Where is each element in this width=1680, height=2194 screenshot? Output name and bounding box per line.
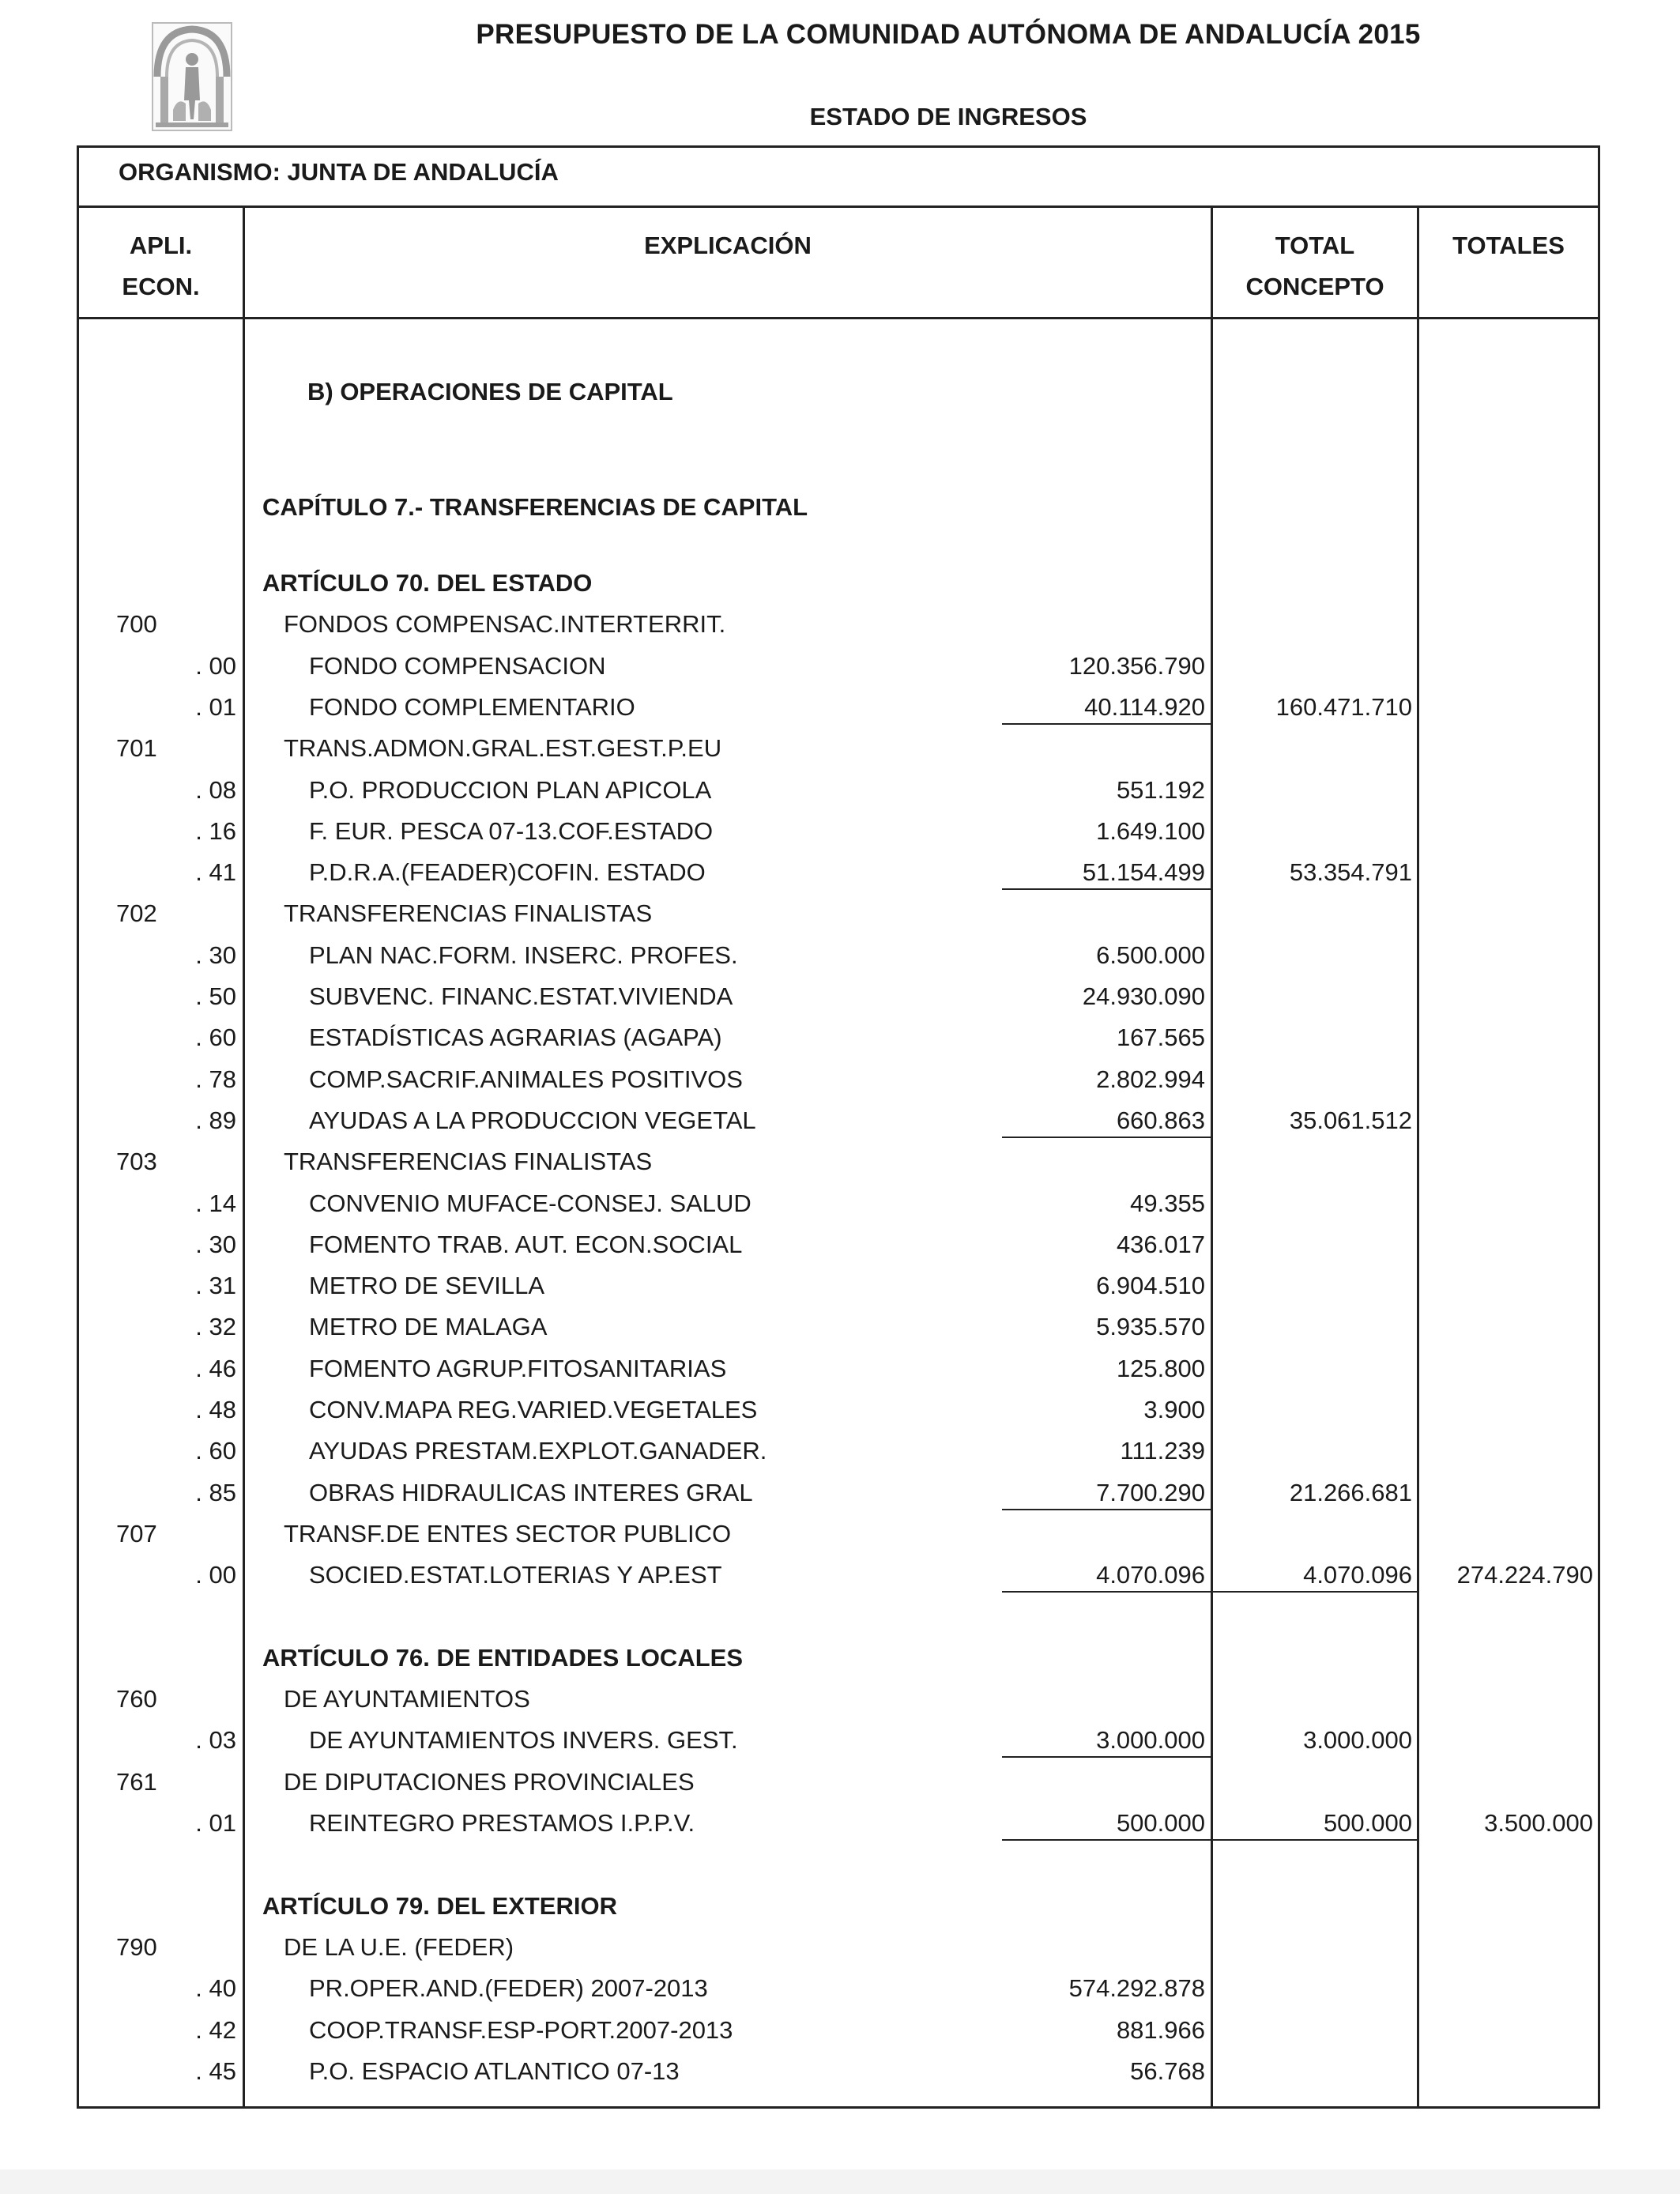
amount-cell: 51.154.499 — [1082, 858, 1205, 887]
subconcept-label: DE AYUNTAMIENTOS INVERS. GEST. — [309, 1726, 738, 1755]
article-heading: ARTÍCULO 76. DE ENTIDADES LOCALES — [262, 1643, 743, 1672]
concept-total-cell: 35.061.512 — [1289, 1106, 1412, 1134]
concept-label: TRANSF.DE ENTES SECTOR PUBLICO — [284, 1519, 732, 1547]
column-divider — [1211, 205, 1213, 2109]
subconcept-code: . 45 — [195, 2056, 236, 2085]
column-header-apli-line1: APLI. — [129, 232, 193, 259]
subconcept-code: . 46 — [195, 1354, 236, 1382]
concept-code: 761 — [116, 1767, 157, 1796]
subconcept-label: AYUDAS PRESTAM.EXPLOT.GANADER. — [309, 1437, 767, 1465]
subconcept-label: PR.OPER.AND.(FEDER) 2007-2013 — [309, 1974, 708, 2003]
amount-cell: 2.802.994 — [1096, 1065, 1205, 1093]
divider — [77, 205, 1600, 208]
subconcept-code: . 78 — [195, 1065, 236, 1093]
amount-cell: 551.192 — [1116, 775, 1205, 804]
concept-code: 701 — [116, 734, 157, 763]
concept-total-cell: 500.000 — [1323, 1809, 1412, 1837]
subconcept-code: . 14 — [195, 1189, 236, 1217]
subconcept-label: PLAN NAC.FORM. INSERC. PROFES. — [309, 941, 738, 969]
column-header-total-line1: TOTAL — [1275, 232, 1355, 259]
subconcept-label: FOMENTO TRAB. AUT. ECON.SOCIAL — [309, 1230, 743, 1258]
concept-code: 702 — [116, 899, 157, 928]
subconcept-label: FONDO COMPLEMENTARIO — [309, 692, 635, 721]
concept-code: 790 — [116, 1932, 157, 1961]
concept-label: DE DIPUTACIONES PROVINCIALES — [284, 1767, 695, 1796]
subconcept-label: REINTEGRO PRESTAMOS I.P.P.V. — [309, 1809, 695, 1837]
subconcept-code: . 40 — [195, 1974, 236, 2003]
subconcept-label: ESTADÍSTICAS AGRARIAS (AGAPA) — [309, 1023, 722, 1052]
organismo-label: ORGANISMO: JUNTA DE ANDALUCÍA — [119, 158, 559, 186]
subconcept-code: . 85 — [195, 1478, 236, 1506]
amount-cell: 40.114.920 — [1084, 692, 1205, 721]
subconcept-code: . 31 — [195, 1272, 236, 1300]
subconcept-label: P.O. ESPACIO ATLANTICO 07-13 — [309, 2056, 680, 2085]
subconcept-label: F. EUR. PESCA 07-13.COF.ESTADO — [309, 816, 714, 845]
article-total-cell: 3.500.000 — [1484, 1809, 1593, 1837]
subconcept-label: CONV.MAPA REG.VARIED.VEGETALES — [309, 1396, 758, 1423]
amount-cell: 660.863 — [1116, 1106, 1205, 1134]
divider — [77, 317, 1600, 319]
article-total-cell: 274.224.790 — [1456, 1561, 1593, 1589]
column-header-total-line2: CONCEPTO — [1245, 273, 1384, 300]
section-heading: B) OPERACIONES DE CAPITAL — [307, 378, 673, 405]
subconcept-code: . 08 — [195, 775, 236, 804]
subconcept-label: CONVENIO MUFACE-CONSEJ. SALUD — [309, 1189, 751, 1217]
amount-cell: 5.935.570 — [1096, 1313, 1205, 1341]
subconcept-label: P.O. PRODUCCION PLAN APICOLA — [309, 775, 712, 804]
amount-cell: 7.700.290 — [1096, 1478, 1205, 1506]
subconcept-label: AYUDAS A LA PRODUCCION VEGETAL — [309, 1106, 756, 1134]
amount-cell: 500.000 — [1116, 1809, 1205, 1837]
amount-underline — [1002, 1591, 1211, 1593]
subconcept-code: . 16 — [195, 816, 236, 845]
amount-cell: 111.239 — [1120, 1437, 1205, 1465]
concept-label: DE LA U.E. (FEDER) — [284, 1932, 514, 1961]
concept-total-cell: 3.000.000 — [1303, 1726, 1412, 1755]
andalucia-coat-of-arms-logo — [151, 21, 233, 132]
column-header-explicacion: EXPLICACIÓN — [644, 232, 812, 259]
amount-cell: 167.565 — [1116, 1023, 1205, 1052]
subconcept-label: SOCIED.ESTAT.LOTERIAS Y AP.EST — [309, 1561, 722, 1589]
amount-cell: 120.356.790 — [1068, 651, 1205, 680]
column-divider — [243, 205, 245, 2109]
concept-total-cell: 4.070.096 — [1303, 1561, 1412, 1589]
concept-label: DE AYUNTAMIENTOS — [284, 1685, 530, 1713]
subconcept-code: . 48 — [195, 1396, 236, 1423]
chapter-heading: CAPÍTULO 7.- TRANSFERENCIAS DE CAPITAL — [262, 493, 808, 521]
subconcept-code: . 01 — [195, 692, 236, 721]
column-header-total-concepto — [1213, 225, 1417, 307]
amount-cell: 4.070.096 — [1096, 1561, 1205, 1589]
subconcept-label: COMP.SACRIF.ANIMALES POSITIVOS — [309, 1065, 743, 1093]
subconcept-code: . 00 — [195, 651, 236, 680]
subconcept-code: . 32 — [195, 1313, 236, 1341]
page-footer-band — [0, 2169, 1680, 2194]
article-heading: ARTÍCULO 79. DEL EXTERIOR — [262, 1891, 617, 1920]
concept-total-cell: 160.471.710 — [1275, 692, 1412, 721]
column-header-apli-line2: ECON. — [122, 273, 200, 300]
amount-underline — [1002, 1137, 1211, 1138]
subconcept-code: . 60 — [195, 1437, 236, 1465]
concept-label: FONDOS COMPENSAC.INTERTERRIT. — [284, 610, 726, 639]
amount-underline — [1002, 723, 1211, 725]
amount-cell: 56.768 — [1130, 2056, 1205, 2085]
concept-code: 760 — [116, 1685, 157, 1713]
subconcept-label: COOP.TRANSF.ESP-PORT.2007-2013 — [309, 2015, 733, 2044]
subconcept-code: . 30 — [195, 941, 236, 969]
subconcept-code: . 60 — [195, 1023, 236, 1052]
subconcept-code: . 01 — [195, 1809, 236, 1837]
amount-underline — [1002, 888, 1211, 890]
concept-total-underline — [1213, 1839, 1417, 1841]
amount-cell: 3.000.000 — [1096, 1726, 1205, 1755]
amount-underline — [1002, 1509, 1211, 1510]
subconcept-label: P.D.R.A.(FEADER)COFIN. ESTADO — [309, 858, 706, 887]
subconcept-code: . 00 — [195, 1561, 236, 1589]
page-subtitle: ESTADO DE INGRESOS — [809, 103, 1087, 130]
amount-cell: 6.500.000 — [1096, 941, 1205, 969]
column-divider — [1417, 205, 1419, 2109]
page-title: PRESUPUESTO DE LA COMUNIDAD AUTÓNOMA DE ANDALUCÍA 2015 — [476, 19, 1421, 50]
amount-cell: 436.017 — [1116, 1230, 1205, 1258]
column-header-totales: TOTALES — [1452, 232, 1565, 259]
subconcept-label: METRO DE SEVILLA — [309, 1272, 545, 1300]
subconcept-code: . 89 — [195, 1106, 236, 1134]
amount-underline — [1002, 1839, 1211, 1841]
subconcept-label: METRO DE MALAGA — [309, 1313, 548, 1341]
concept-label: TRANS.ADMON.GRAL.EST.GEST.P.EU — [284, 734, 722, 763]
subconcept-code: . 42 — [195, 2015, 236, 2044]
subconcept-code: . 03 — [195, 1726, 236, 1755]
concept-total-cell: 53.354.791 — [1289, 858, 1412, 887]
amount-cell: 49.355 — [1130, 1189, 1205, 1217]
column-header-apli — [79, 225, 243, 307]
subconcept-label: FOMENTO AGRUP.FITOSANITARIAS — [309, 1354, 727, 1382]
subconcept-code: . 50 — [195, 982, 236, 1010]
amount-cell: 3.900 — [1143, 1396, 1205, 1423]
concept-code: 700 — [116, 610, 157, 639]
subconcept-label: FONDO COMPENSACION — [309, 651, 606, 680]
subconcept-code: . 41 — [195, 858, 236, 887]
subconcept-label: SUBVENC. FINANC.ESTAT.VIVIENDA — [309, 982, 733, 1010]
amount-underline — [1002, 1756, 1211, 1758]
concept-code: 707 — [116, 1519, 157, 1547]
amount-cell: 1.649.100 — [1096, 816, 1205, 845]
amount-cell: 6.904.510 — [1096, 1272, 1205, 1300]
concept-total-underline — [1213, 1591, 1417, 1593]
amount-cell: 574.292.878 — [1068, 1974, 1205, 2003]
amount-cell: 125.800 — [1116, 1354, 1205, 1382]
subconcept-code: . 30 — [195, 1230, 236, 1258]
amount-cell: 881.966 — [1116, 2015, 1205, 2044]
subconcept-label: OBRAS HIDRAULICAS INTERES GRAL — [309, 1478, 753, 1506]
amount-cell: 24.930.090 — [1082, 982, 1205, 1010]
concept-label: TRANSFERENCIAS FINALISTAS — [284, 899, 653, 928]
article-heading: ARTÍCULO 70. DEL ESTADO — [262, 569, 593, 597]
concept-code: 703 — [116, 1148, 157, 1176]
concept-label: TRANSFERENCIAS FINALISTAS — [284, 1148, 653, 1176]
concept-total-cell: 21.266.681 — [1289, 1478, 1412, 1506]
